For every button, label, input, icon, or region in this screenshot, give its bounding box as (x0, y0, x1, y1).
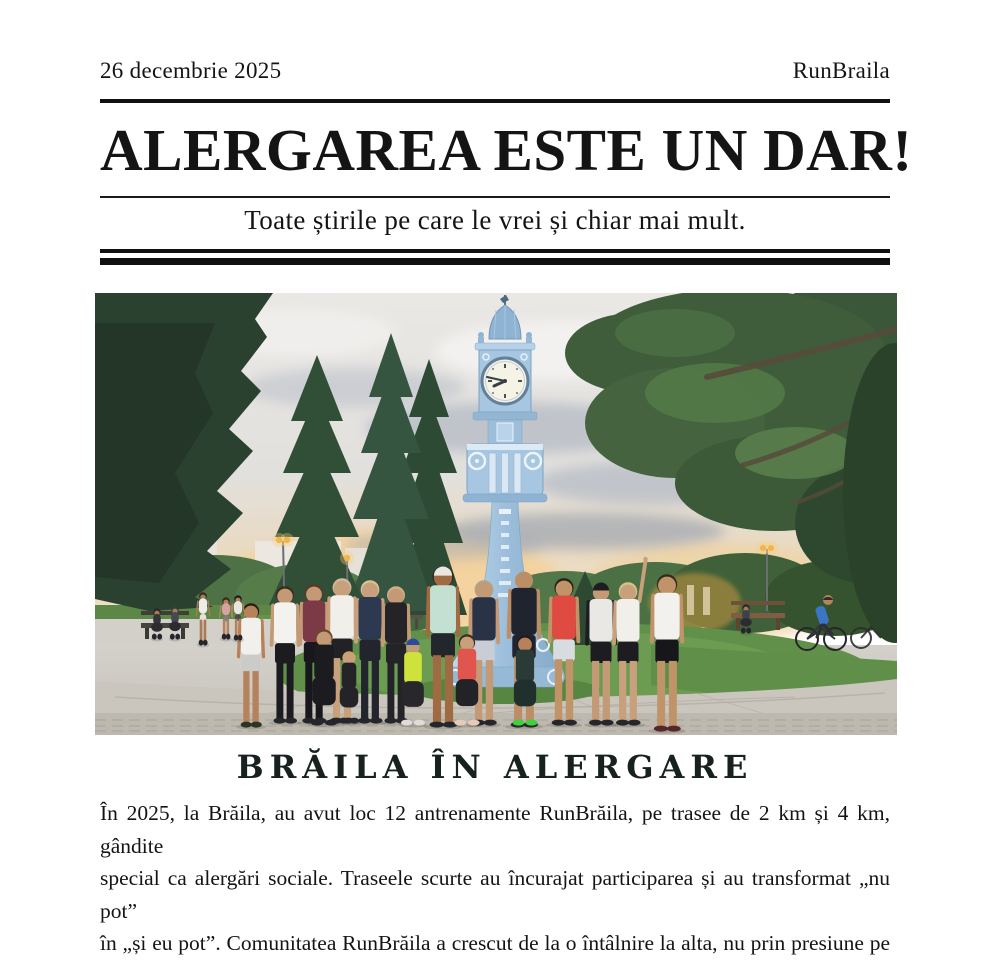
body-line: special ca alergări sociale. Traseele scurte au încurajat participarea și au transformat „nu pot” (100, 866, 890, 923)
body-line: În 2025, la Brăila, au avut loc 12 antrenamente RunBrăila, pe trasee de 2 km și 4 km, gândite (100, 801, 890, 858)
issue-date: 26 decembrie 2025 (100, 58, 282, 83)
masthead-rule (100, 99, 890, 103)
masthead (100, 0, 913, 265)
headline: ALERGAREA ESTE UN DAR! (100, 117, 913, 183)
clock-face (482, 358, 528, 404)
group-photo (95, 293, 897, 735)
article-title: BRĂILA ÎN ALERGARE (236, 748, 754, 787)
body-line: în „și eu pot”. Comunitatea RunBrăila a crescut de la o întâlnire la alta, nu prin presiune pe (100, 931, 890, 956)
tagline: Toate știrile pe care le vrei și chiar mai mult. (244, 205, 746, 236)
tagline-rule-top (100, 196, 890, 198)
tagline-rule-bottom (100, 249, 890, 265)
brand-name: RunBraila (792, 58, 890, 83)
park-photo-svg (95, 293, 897, 735)
article-body (100, 797, 890, 960)
